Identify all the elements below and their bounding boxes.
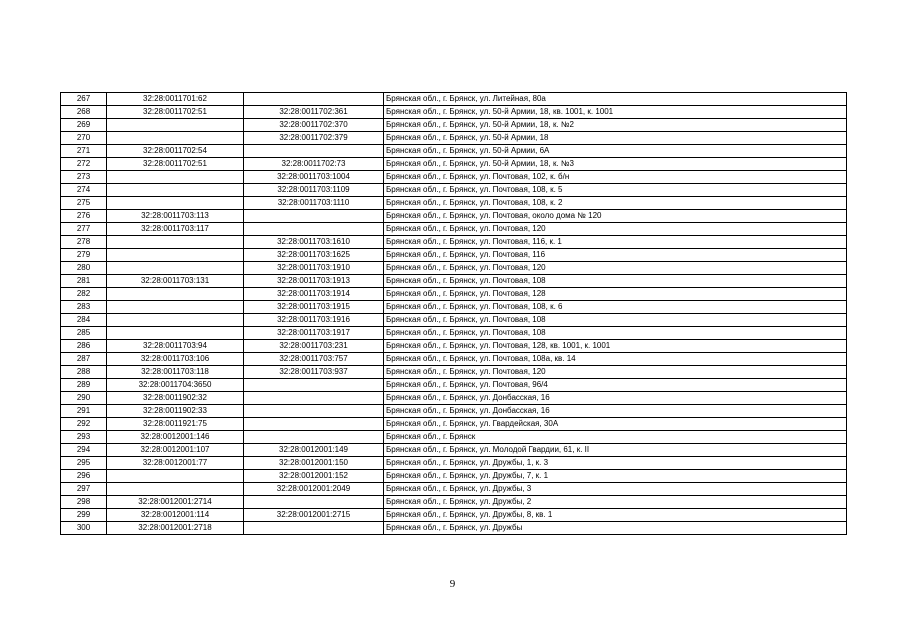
table-row: [61, 93, 847, 106]
related-cadastral-number-cell: 32:28:0011703:1914: [244, 288, 384, 301]
row-number-cell: 294: [61, 444, 107, 457]
related-cadastral-number-cell: [244, 145, 384, 158]
cadastral-number-cell: 32:28:0012001:107: [107, 444, 244, 457]
related-cadastral-number-cell: 32:28:0011702:379: [244, 132, 384, 145]
row-number-cell: 267: [61, 93, 107, 106]
cadastral-number-cell: [107, 184, 244, 197]
cadastral-number-cell: [107, 132, 244, 145]
table-row: [61, 431, 847, 444]
table-row: [61, 197, 847, 210]
cadastral-number-cell: 32:28:0012001:77: [107, 457, 244, 470]
cadastral-number-cell: 32:28:0012001:114: [107, 509, 244, 522]
row-number-cell: 271: [61, 145, 107, 158]
row-number-cell: 278: [61, 236, 107, 249]
row-number-cell: 293: [61, 431, 107, 444]
row-number-cell: 290: [61, 392, 107, 405]
cadastral-number-cell: 32:28:0011703:94: [107, 340, 244, 353]
table-row: [61, 132, 847, 145]
table-row: [61, 457, 847, 470]
related-cadastral-number-cell: [244, 431, 384, 444]
table-row: [61, 509, 847, 522]
table-body: [61, 93, 847, 535]
address-cell: Брянская обл., г. Брянск: [384, 431, 847, 444]
table-row: [61, 405, 847, 418]
row-number-cell: 283: [61, 301, 107, 314]
related-cadastral-number-cell: 32:28:0011703:1910: [244, 262, 384, 275]
address-cell: Брянская обл., г. Брянск, ул. 50-й Армии, 6А: [384, 145, 847, 158]
row-number-cell: 291: [61, 405, 107, 418]
related-cadastral-number-cell: [244, 522, 384, 535]
address-cell: Брянская обл., г. Брянск, ул. Почтовая, 116: [384, 249, 847, 262]
cadastral-number-cell: 32:28:0012001:146: [107, 431, 244, 444]
row-number-cell: 275: [61, 197, 107, 210]
address-cell: Брянская обл., г. Брянск, ул. Почтовая, 128, кв. 1001, к. 1001: [384, 340, 847, 353]
row-number-cell: 269: [61, 119, 107, 132]
related-cadastral-number-cell: 32:28:0011703:1004: [244, 171, 384, 184]
related-cadastral-number-cell: [244, 93, 384, 106]
related-cadastral-number-cell: [244, 392, 384, 405]
table-row: [61, 106, 847, 119]
address-cell: Брянская обл., г. Брянск, ул. Дружбы, 3: [384, 483, 847, 496]
cadastral-number-cell: [107, 249, 244, 262]
table-row: [61, 314, 847, 327]
related-cadastral-number-cell: 32:28:0012001:2049: [244, 483, 384, 496]
table-row: [61, 171, 847, 184]
related-cadastral-number-cell: 32:28:0011703:1610: [244, 236, 384, 249]
cadastral-number-cell: [107, 483, 244, 496]
cadastral-number-cell: 32:28:0012001:2718: [107, 522, 244, 535]
related-cadastral-number-cell: 32:28:0011703:1110: [244, 197, 384, 210]
cadastral-number-cell: [107, 236, 244, 249]
address-cell: Брянская обл., г. Брянск, ул. Донбасская, 16: [384, 392, 847, 405]
row-number-cell: 277: [61, 223, 107, 236]
cadastral-number-cell: [107, 327, 244, 340]
related-cadastral-number-cell: 32:28:0012001:149: [244, 444, 384, 457]
row-number-cell: 300: [61, 522, 107, 535]
related-cadastral-number-cell: 32:28:0011703:1916: [244, 314, 384, 327]
table-row: [61, 496, 847, 509]
related-cadastral-number-cell: 32:28:0011702:370: [244, 119, 384, 132]
address-cell: Брянская обл., г. Брянск, ул. Дружбы, 7, к. 1: [384, 470, 847, 483]
table-row: [61, 249, 847, 262]
related-cadastral-number-cell: 32:28:0011703:231: [244, 340, 384, 353]
address-cell: Брянская обл., г. Брянск, ул. Почтовая, 120: [384, 366, 847, 379]
address-cell: Брянская обл., г. Брянск, ул. Дружбы: [384, 522, 847, 535]
table-row: [61, 210, 847, 223]
row-number-cell: 288: [61, 366, 107, 379]
cadastral-number-cell: [107, 288, 244, 301]
table-row: [61, 444, 847, 457]
related-cadastral-number-cell: 32:28:0012001:150: [244, 457, 384, 470]
table-row: [61, 522, 847, 535]
table-row: [61, 392, 847, 405]
address-cell: Брянская обл., г. Брянск, ул. Почтовая, 108: [384, 327, 847, 340]
row-number-cell: 285: [61, 327, 107, 340]
row-number-cell: 297: [61, 483, 107, 496]
page-number: 9: [449, 578, 456, 590]
related-cadastral-number-cell: 32:28:0011703:1913: [244, 275, 384, 288]
address-cell: Брянская обл., г. Брянск, ул. Почтовая, 108: [384, 275, 847, 288]
address-cell: Брянская обл., г. Брянск, ул. Почтовая, 102, к. б/н: [384, 171, 847, 184]
related-cadastral-number-cell: 32:28:0011703:1915: [244, 301, 384, 314]
row-number-cell: 296: [61, 470, 107, 483]
cadastral-number-cell: [107, 301, 244, 314]
address-cell: Брянская обл., г. Брянск, ул. Дружбы, 1, к. 3: [384, 457, 847, 470]
related-cadastral-number-cell: 32:28:0012001:2715: [244, 509, 384, 522]
address-cell: Брянская обл., г. Брянск, ул. 50-й Армии, 18: [384, 132, 847, 145]
row-number-cell: 268: [61, 106, 107, 119]
cadastral-number-cell: [107, 262, 244, 275]
address-cell: Брянская обл., г. Брянск, ул. Почтовая, 96/4: [384, 379, 847, 392]
cadastral-number-cell: 32:28:0011702:51: [107, 158, 244, 171]
related-cadastral-number-cell: 32:28:0011703:1917: [244, 327, 384, 340]
cadastral-number-cell: 32:28:0011703:113: [107, 210, 244, 223]
table-row: [61, 379, 847, 392]
table-row: [61, 418, 847, 431]
row-number-cell: 284: [61, 314, 107, 327]
table-row: [61, 275, 847, 288]
table-row: [61, 366, 847, 379]
address-cell: Брянская обл., г. Брянск, ул. Почтовая, 108: [384, 314, 847, 327]
table-row: [61, 145, 847, 158]
related-cadastral-number-cell: 32:28:0011703:1109: [244, 184, 384, 197]
row-number-cell: 281: [61, 275, 107, 288]
related-cadastral-number-cell: [244, 418, 384, 431]
cadastral-number-cell: 32:28:0011902:32: [107, 392, 244, 405]
address-cell: Брянская обл., г. Брянск, ул. 50-й Армии, 18, кв. 1001, к. 1001: [384, 106, 847, 119]
related-cadastral-number-cell: 32:28:0012001:152: [244, 470, 384, 483]
cadastral-number-cell: 32:28:0011701:62: [107, 93, 244, 106]
related-cadastral-number-cell: [244, 223, 384, 236]
address-cell: Брянская обл., г. Брянск, ул. Донбасская, 16: [384, 405, 847, 418]
row-number-cell: 280: [61, 262, 107, 275]
row-number-cell: 286: [61, 340, 107, 353]
related-cadastral-number-cell: 32:28:0011702:73: [244, 158, 384, 171]
cadastral-table: [60, 92, 847, 535]
cadastral-number-cell: 32:28:0011704:3650: [107, 379, 244, 392]
table-row: [61, 353, 847, 366]
related-cadastral-number-cell: [244, 210, 384, 223]
address-cell: Брянская обл., г. Брянск, ул. Молодой Гвардии, 61, к. II: [384, 444, 847, 457]
address-cell: Брянская обл., г. Брянск, ул. Почтовая, 116, к. 1: [384, 236, 847, 249]
related-cadastral-number-cell: [244, 379, 384, 392]
cadastral-number-cell: 32:28:0011702:51: [107, 106, 244, 119]
related-cadastral-number-cell: [244, 496, 384, 509]
row-number-cell: 289: [61, 379, 107, 392]
table-row: [61, 340, 847, 353]
address-cell: Брянская обл., г. Брянск, ул. Почтовая, 120: [384, 223, 847, 236]
related-cadastral-number-cell: 32:28:0011703:937: [244, 366, 384, 379]
address-cell: Брянская обл., г. Брянск, ул. Литейная, 80а: [384, 93, 847, 106]
row-number-cell: 298: [61, 496, 107, 509]
address-cell: Брянская обл., г. Брянск, ул. 50-й Армии, 18, к. №2: [384, 119, 847, 132]
row-number-cell: 299: [61, 509, 107, 522]
cadastral-number-cell: [107, 314, 244, 327]
related-cadastral-number-cell: 32:28:0011703:757: [244, 353, 384, 366]
row-number-cell: 282: [61, 288, 107, 301]
row-number-cell: 295: [61, 457, 107, 470]
cadastral-number-cell: 32:28:0012001:2714: [107, 496, 244, 509]
cadastral-number-cell: 32:28:0011703:118: [107, 366, 244, 379]
table-row: [61, 327, 847, 340]
cadastral-number-cell: [107, 197, 244, 210]
table-row: [61, 223, 847, 236]
row-number-cell: 292: [61, 418, 107, 431]
row-number-cell: 274: [61, 184, 107, 197]
cadastral-number-cell: 32:28:0011703:117: [107, 223, 244, 236]
address-cell: Брянская обл., г. Брянск, ул. Почтовая, 120: [384, 262, 847, 275]
table-row: [61, 470, 847, 483]
related-cadastral-number-cell: [244, 405, 384, 418]
table-row: [61, 236, 847, 249]
address-cell: Брянская обл., г. Брянск, ул. Дружбы, 2: [384, 496, 847, 509]
address-cell: Брянская обл., г. Брянск, ул. Почтовая, 128: [384, 288, 847, 301]
row-number-cell: 287: [61, 353, 107, 366]
row-number-cell: 273: [61, 171, 107, 184]
table-row: [61, 288, 847, 301]
related-cadastral-number-cell: 32:28:0011702:361: [244, 106, 384, 119]
table-row: [61, 301, 847, 314]
address-cell: Брянская обл., г. Брянск, ул. Почтовая, 108а, кв. 14: [384, 353, 847, 366]
address-cell: Брянская обл., г. Брянск, ул. Дружбы, 8, кв. 1: [384, 509, 847, 522]
address-cell: Брянская обл., г. Брянск, ул. 50-й Армии, 18, к. №3: [384, 158, 847, 171]
row-number-cell: 270: [61, 132, 107, 145]
address-cell: Брянская обл., г. Брянск, ул. Гвардейская, 30А: [384, 418, 847, 431]
cadastral-number-cell: [107, 119, 244, 132]
cadastral-number-cell: 32:28:0011921:75: [107, 418, 244, 431]
table-row: [61, 184, 847, 197]
table-row: [61, 119, 847, 132]
address-cell: Брянская обл., г. Брянск, ул. Почтовая, 108, к. 6: [384, 301, 847, 314]
address-cell: Брянская обл., г. Брянск, ул. Почтовая, 108, к. 2: [384, 197, 847, 210]
cadastral-number-cell: [107, 171, 244, 184]
address-cell: Брянская обл., г. Брянск, ул. Почтовая, около дома № 120: [384, 210, 847, 223]
table-row: [61, 483, 847, 496]
cadastral-number-cell: 32:28:0011703:131: [107, 275, 244, 288]
table-row: [61, 158, 847, 171]
row-number-cell: 279: [61, 249, 107, 262]
address-cell: Брянская обл., г. Брянск, ул. Почтовая, 108, к. 5: [384, 184, 847, 197]
cadastral-number-cell: [107, 470, 244, 483]
cadastral-number-cell: 32:28:0011703:106: [107, 353, 244, 366]
cadastral-number-cell: 32:28:0011702:54: [107, 145, 244, 158]
related-cadastral-number-cell: 32:28:0011703:1625: [244, 249, 384, 262]
row-number-cell: 276: [61, 210, 107, 223]
row-number-cell: 272: [61, 158, 107, 171]
table-row: [61, 262, 847, 275]
cadastral-number-cell: 32:28:0011902:33: [107, 405, 244, 418]
